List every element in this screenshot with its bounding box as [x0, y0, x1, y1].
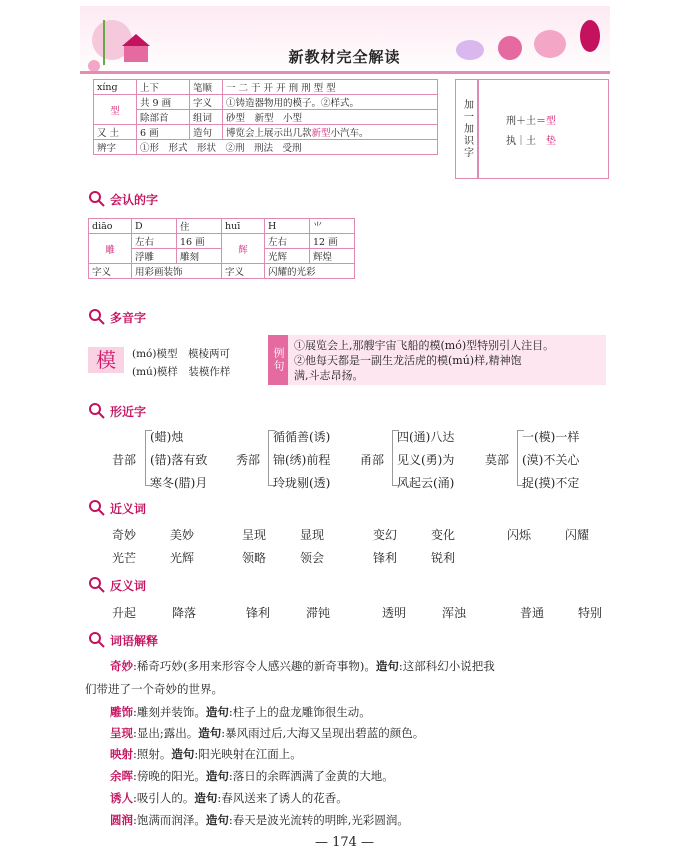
antonym: 特别: [578, 606, 603, 620]
stroke-order: 一 二 于 开 开 刑 刑 型 型: [223, 80, 438, 95]
c1-pinyin: diāo: [89, 219, 132, 234]
c2-struct: 左右: [265, 234, 310, 249]
jiajia-1-pre: 刑＋土＝: [506, 116, 546, 127]
c1-struct: 左右: [132, 234, 177, 249]
magnifier-icon: [88, 576, 106, 594]
synonym: 锐利: [431, 551, 456, 565]
synonym: 光芒: [112, 551, 137, 565]
g2-item: 循循善(诱): [273, 430, 331, 444]
g4-item: 捉(摸)不定: [522, 476, 580, 490]
meaning: ①铸造器物用的模子。②样式。: [223, 95, 438, 110]
section-title: 词语解释: [110, 633, 159, 648]
jiajia-2-hl: 垫: [546, 136, 556, 147]
section-title: 形近字: [110, 404, 147, 419]
c1-meaning-label: 字义: [89, 264, 132, 279]
synonym: 光辉: [170, 551, 195, 565]
radical-strokes: 6 画: [137, 125, 190, 140]
g3-item: 四(通)八达: [397, 430, 455, 444]
sentence-highlight: 新型: [311, 128, 331, 139]
synonym: 领略: [242, 551, 267, 565]
def-text: :照射。: [133, 747, 172, 761]
def-sentence: :这部科幻小说把我: [398, 659, 495, 673]
zaoju-label: 造句: [205, 769, 229, 783]
page-number: — 174 —: [314, 835, 375, 850]
synonym: 变化: [431, 528, 456, 542]
def-text: :稀奇巧妙(多用来形容令人感兴趣的新奇事物)。: [133, 659, 376, 673]
g3-item: 风起云(涌): [397, 476, 455, 490]
jiajia-label: 加一加识字: [461, 99, 473, 159]
synonym: 变幻: [373, 528, 398, 542]
def-text: :雕刻并装饰。: [133, 705, 206, 719]
example-1: ①展览会上,那艘宇宙飞船的模(mó)型特别引人注目。: [294, 339, 555, 352]
bianzi-label: 辨字: [94, 140, 137, 155]
def-word: 诱人: [110, 791, 133, 805]
section-ciyu: [88, 631, 158, 649]
g2-item: 玲珑剔(透): [273, 476, 331, 490]
def-sentence: :落日的余晖洒满了金黄的大地。: [228, 769, 394, 783]
def-continuation: 们带进了一个奇妙的世界。: [85, 682, 223, 696]
section-jinyi: [88, 499, 146, 517]
radical-label: 除部首: [137, 110, 190, 125]
g2-item: 锦(绣)前程: [273, 453, 331, 467]
section-fanyi: [88, 576, 146, 594]
g1-label: 昔部: [112, 453, 137, 467]
main-char: 型: [94, 95, 137, 125]
top-char-card: [93, 79, 438, 155]
antonym: 升起: [112, 606, 137, 620]
jiajia-2-pre: 执｜土: [506, 136, 546, 147]
section-title: 反义词: [110, 578, 147, 593]
c2-word2: 辉煌: [310, 249, 355, 264]
section-duoyin: [88, 308, 146, 326]
section-title: 近义词: [110, 501, 147, 516]
magnifier-icon: [88, 402, 106, 420]
sentence-post: 小汽车。: [330, 128, 369, 139]
def-word: 圆润: [110, 813, 133, 827]
synonym: 闪烁: [507, 528, 532, 542]
huiren-table: [88, 218, 355, 279]
def-item: [110, 790, 348, 806]
sentence: [223, 125, 438, 140]
header-rule: [80, 71, 610, 74]
synonym: 锋利: [373, 551, 398, 565]
g1-item: (蜡)烛: [150, 430, 184, 444]
def-word: 雕饰: [110, 705, 133, 719]
zaoju-label: 造句: [205, 813, 229, 827]
jiajia-line-1: [506, 112, 556, 127]
zaoju-label: 造句: [171, 747, 195, 761]
c2-word1: 光辉: [265, 249, 310, 264]
def-sentence: :春天是波光流转的明眸,光彩圆润。: [228, 813, 409, 827]
c2-letter: H: [265, 219, 310, 234]
g1-item: 寒冬(腊)月: [150, 476, 208, 490]
def-item: [110, 812, 409, 828]
section-huiren: [88, 190, 158, 208]
sentence-label: 造句: [190, 125, 223, 140]
g1-item: (错)落有致: [150, 453, 208, 467]
c2-pinyin: huī: [222, 219, 265, 234]
c1-word2: 雕刻: [177, 249, 222, 264]
def-word: 映射: [110, 747, 133, 761]
words-label: 组词: [190, 110, 223, 125]
c1-letter: D: [132, 219, 177, 234]
section-title: 多音字: [110, 310, 147, 325]
def-sentence: :春风送来了诱人的花香。: [217, 791, 348, 805]
c2-strokes: 12 画: [310, 234, 355, 249]
section-xingjin: [88, 402, 146, 420]
zaoju-label: 造句: [194, 791, 218, 805]
synonym: 显现: [300, 528, 325, 542]
synonym: 领会: [300, 551, 325, 565]
def-text: :吸引人的。: [133, 791, 195, 805]
def-sentence: :暴风雨过后,大海又呈现出碧蓝的颜色。: [221, 726, 425, 740]
def-word: 呈现: [110, 726, 133, 740]
def-sentence: :阳光映射在江面上。: [194, 747, 302, 761]
pinyin: xíng: [94, 80, 137, 95]
example-3: 满,斗志昂扬。: [294, 369, 364, 382]
antonym: 降落: [172, 606, 197, 620]
def-word: 余晖: [110, 769, 133, 783]
g3-label: 甬部: [360, 453, 385, 467]
duoyin-reading-2: (mú)模样 装模作样: [132, 366, 231, 378]
magnifier-icon: [88, 631, 106, 649]
synonym: 闪耀: [565, 528, 590, 542]
jiajia-1-hl: 型: [546, 116, 556, 127]
g3-item: 见义(勇)为: [397, 453, 455, 467]
antonym: 普通: [520, 606, 545, 620]
def-item: [110, 768, 394, 784]
c1-word1: 浮雕: [132, 249, 177, 264]
antonym: 浑浊: [442, 606, 467, 620]
jiajia-line-2: [506, 132, 556, 147]
stroke-order-label: 笔顺: [190, 80, 223, 95]
antonym: 锋利: [246, 606, 271, 620]
example-2: ②他每天都是一副生龙活虎的模(mú)样,精神饱: [294, 354, 522, 367]
def-item: [110, 725, 424, 741]
duoyin-char: 模: [88, 347, 124, 373]
page-header-title: 新教材完全解读: [288, 48, 401, 66]
magnifier-icon: [88, 499, 106, 517]
jiajia-box: [477, 79, 609, 179]
example-box: [288, 335, 606, 385]
bianzi: ①形 形式 形状 ②刑 刑法 受刑: [137, 140, 438, 155]
stroke-count: 共 9 画: [137, 95, 190, 110]
synonym: 呈现: [242, 528, 267, 542]
c1-meaning: 用彩画装饰: [132, 264, 222, 279]
c2-col3: ⺌: [310, 219, 355, 234]
sentence-pre: 博览会上展示出几款: [226, 128, 312, 139]
radical-char: 又 土: [94, 125, 137, 140]
g2-label: 秀部: [236, 453, 261, 467]
def-word: 奇妙: [110, 659, 133, 673]
g4-label: 莫部: [485, 453, 510, 467]
def-item: [110, 658, 495, 674]
example-label-box: [268, 335, 288, 385]
magnifier-icon: [88, 308, 106, 326]
def-sentence: :柱子上的盘龙雕饰很生动。: [228, 705, 371, 719]
def-text: :显出;露出。: [133, 726, 199, 740]
c1-strokes: 16 画: [177, 234, 222, 249]
g4-item: 一(模)一样: [522, 430, 580, 444]
c1-col3: 住: [177, 219, 222, 234]
c2-char: 辉: [222, 234, 265, 264]
structure: 上下: [137, 80, 190, 95]
duoyin-reading-1: (mó)模型 模棱两可: [132, 348, 230, 360]
magnifier-icon: [88, 190, 106, 208]
synonym: 奇妙: [112, 528, 137, 542]
example-label: 例句: [272, 347, 285, 373]
antonym: 透明: [382, 606, 407, 620]
def-text: :傍晚的阳光。: [133, 769, 206, 783]
zaoju-label: 造句: [205, 705, 229, 719]
g4-item: (漠)不关心: [522, 453, 580, 467]
c2-meaning: 闪耀的光彩: [265, 264, 355, 279]
meaning-label: 字义: [190, 95, 223, 110]
synonym: 美妙: [170, 528, 195, 542]
zaoju-label: 造句: [375, 659, 399, 673]
def-item: [110, 704, 371, 720]
c2-meaning-label: 字义: [222, 264, 265, 279]
jiajia-label-box: [455, 79, 479, 179]
c1-char: 雕: [89, 234, 132, 264]
zaoju-label: 造句: [198, 726, 222, 740]
def-text: :饱满而润泽。: [133, 813, 206, 827]
words: 砂型 新型 小型: [223, 110, 438, 125]
def-item: [110, 746, 302, 762]
antonym: 滞钝: [306, 606, 331, 620]
section-title: 会认的字: [110, 192, 159, 207]
